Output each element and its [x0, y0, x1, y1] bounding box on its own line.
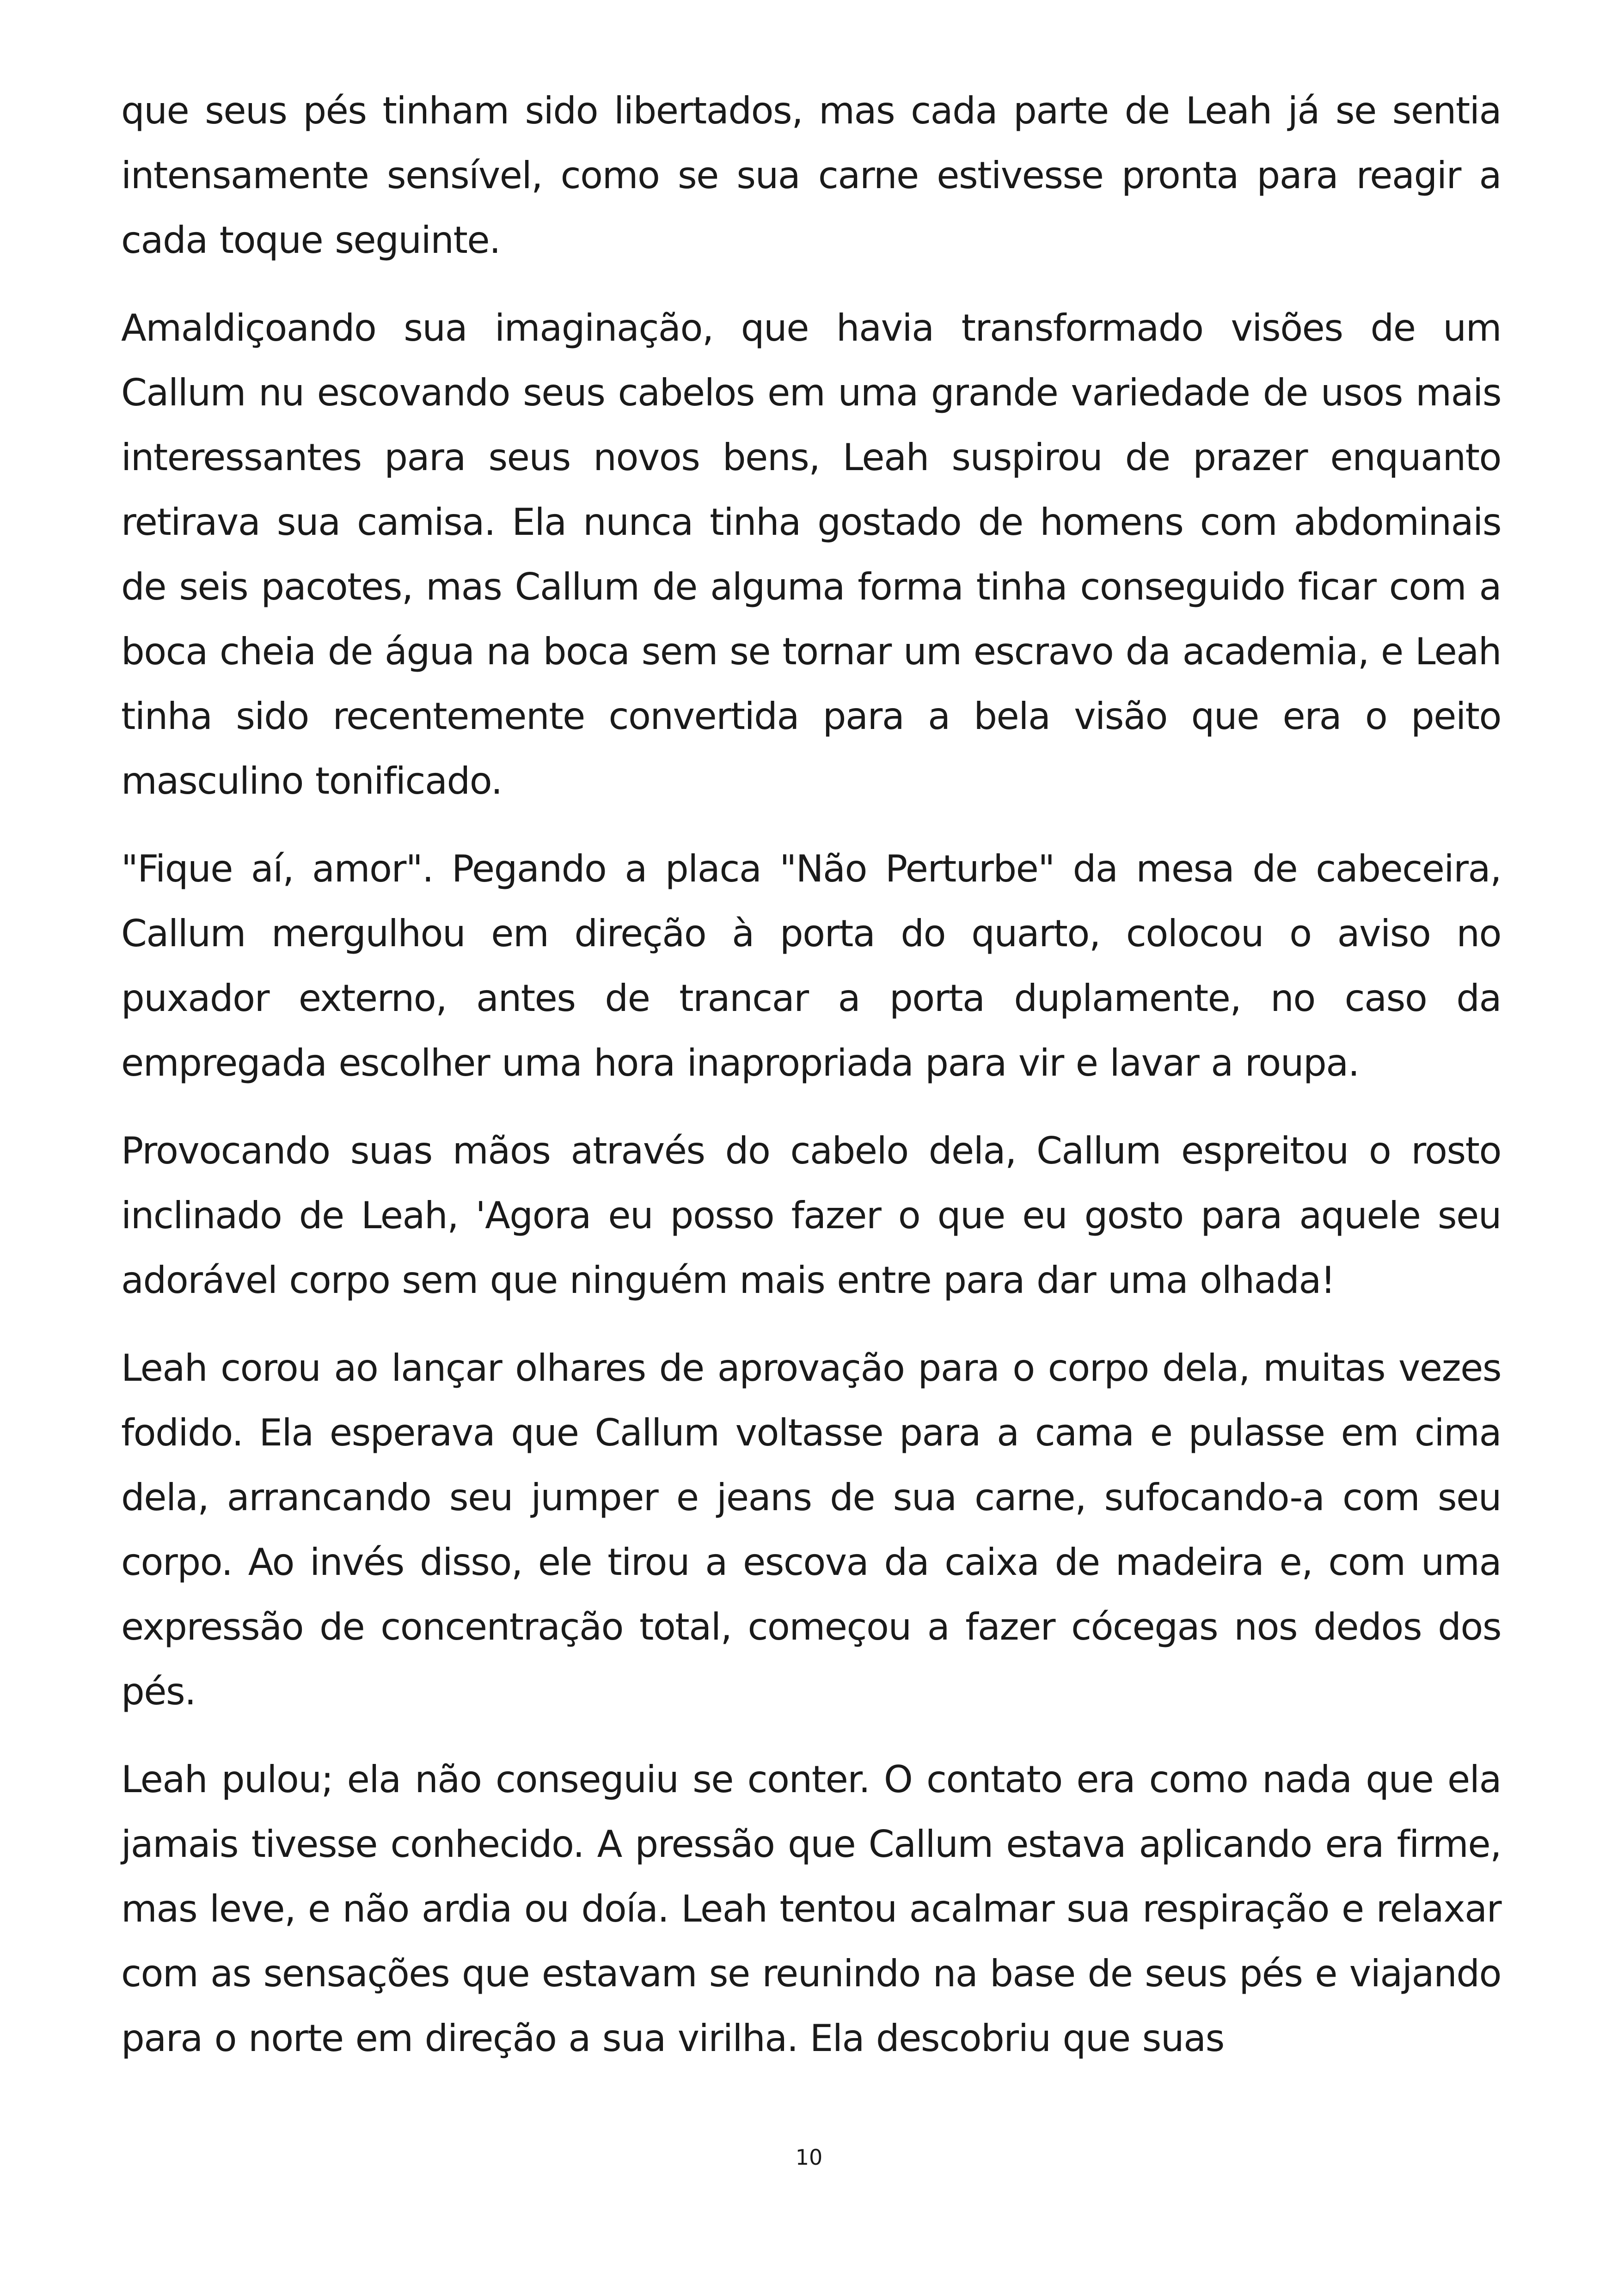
paragraph-3: "Fique aí, amor". Pegando a placa "Não Perturbe" da mesa de cabeceira, Callum mergulhou em direção à porta do quarto, colocou o aviso no puxador externo, antes de trancar a porta duplamente, no caso da empregada escolher uma hora inapropriada para vir e lavar a roupa. — [121, 847, 1501, 1084]
paragraph-2: Amaldiçoando sua imaginação, que havia transformado visões de um Callum nu escovando seus cabelos em uma grande variedade de usos mais interessantes para seus novos bens, Leah suspirou de prazer enquanto retirava sua camisa. Ela nunca tinha gostado de homens com abdominais de seis pacotes, mas Callum de alguma forma tinha conseguido ficar com a boca cheia de água na boca sem se tornar um escravo da academia, e Leah tinha sido recentemente convertida para a bela visão que era o peito masculino tonificado. — [121, 306, 1501, 802]
page-number: 10 — [795, 2145, 823, 2170]
paragraph-1: que seus pés tinham sido libertados, mas cada parte de Leah já se sentia intensamente sensível, como se sua carne estivesse pronta para reagir a cada toque seguinte. — [121, 89, 1501, 262]
body-text — [121, 79, 1501, 2094]
paragraph-4: Provocando suas mãos através do cabelo dela, Callum espreitou o rosto inclinado de Leah, 'Agora eu posso fazer o que eu gosto para aquele seu adorável corpo sem que ninguém mais entre para dar uma olhada! — [121, 1129, 1501, 1302]
paragraph-6: Leah pulou; ela não conseguiu se conter. O contato era como nada que ela jamais tivesse conhecido. A pressão que Callum estava aplicando era firme, mas leve, e não ardia ou doía. Leah tentou acalmar sua respiração e relaxar com as sensações que estavam se reunindo na base de seus pés e viajando para o norte em direção a sua virilha. Ela descobriu que suas — [121, 1758, 1501, 2060]
paragraph-5: Leah corou ao lançar olhares de aprovação para o corpo dela, muitas vezes fodido. Ela esperava que Callum voltasse para a cama e pulasse em cima dela, arrancando seu jumper e jeans de sua carne, sufocando-a com seu corpo. Ao invés disso, ele tirou a escova da caixa de madeira e, com uma expressão de concentração total, começou a fazer cócegas nos dedos dos pés. — [121, 1347, 1501, 1713]
